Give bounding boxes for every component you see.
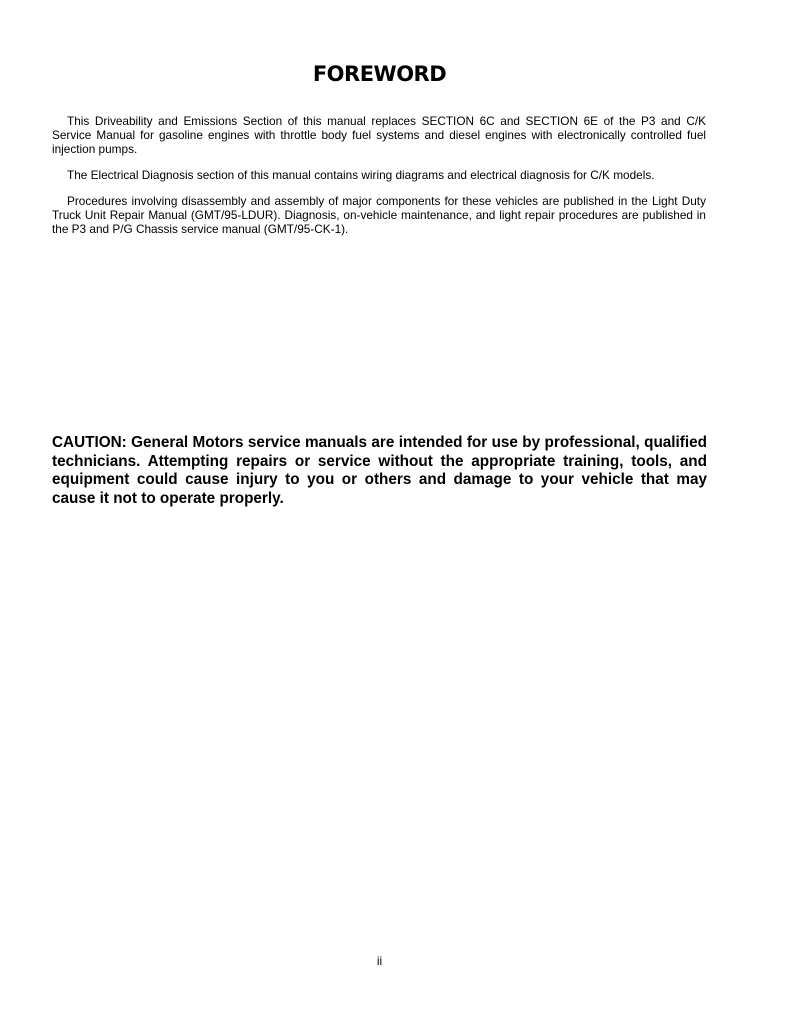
paragraph-electrical-diagnosis: The Electrical Diagnosis section of this manual contains wiring diagrams and electrical diagnosis for C/K models. <box>67 168 655 182</box>
page-title: FOREWORD <box>312 62 447 86</box>
paragraph-section-replacement: This Driveability and Emissions Section of this manual replaces SECTION 6C and SECTION 6E of the P3 and C/K Service Manual for gasoline engines with throttle body fuel systems and diesel engines with electronically controlled fuel injection pumps. <box>52 114 706 156</box>
caution-notice: CAUTION: General Motors service manuals are intended for use by professional, qualified technicians. Attempting repairs or service without the appropriate training, tools, and equipment could cause injury to you or others and damage to your vehicle that may cause it not to operate properly. <box>52 434 707 507</box>
page-number: ii <box>376 954 383 968</box>
paragraph-procedures: Procedures involving disassembly and assembly of major components for these vehicles are published in the Light Duty Truck Unit Repair Manual (GMT/95-LDUR). Diagnosis, on-vehicle maintenance, and light repair procedures are published in the P3 and P/G Chassis service manual (GMT/95-CK-1). <box>52 194 706 236</box>
foreword-body <box>52 114 706 248</box>
